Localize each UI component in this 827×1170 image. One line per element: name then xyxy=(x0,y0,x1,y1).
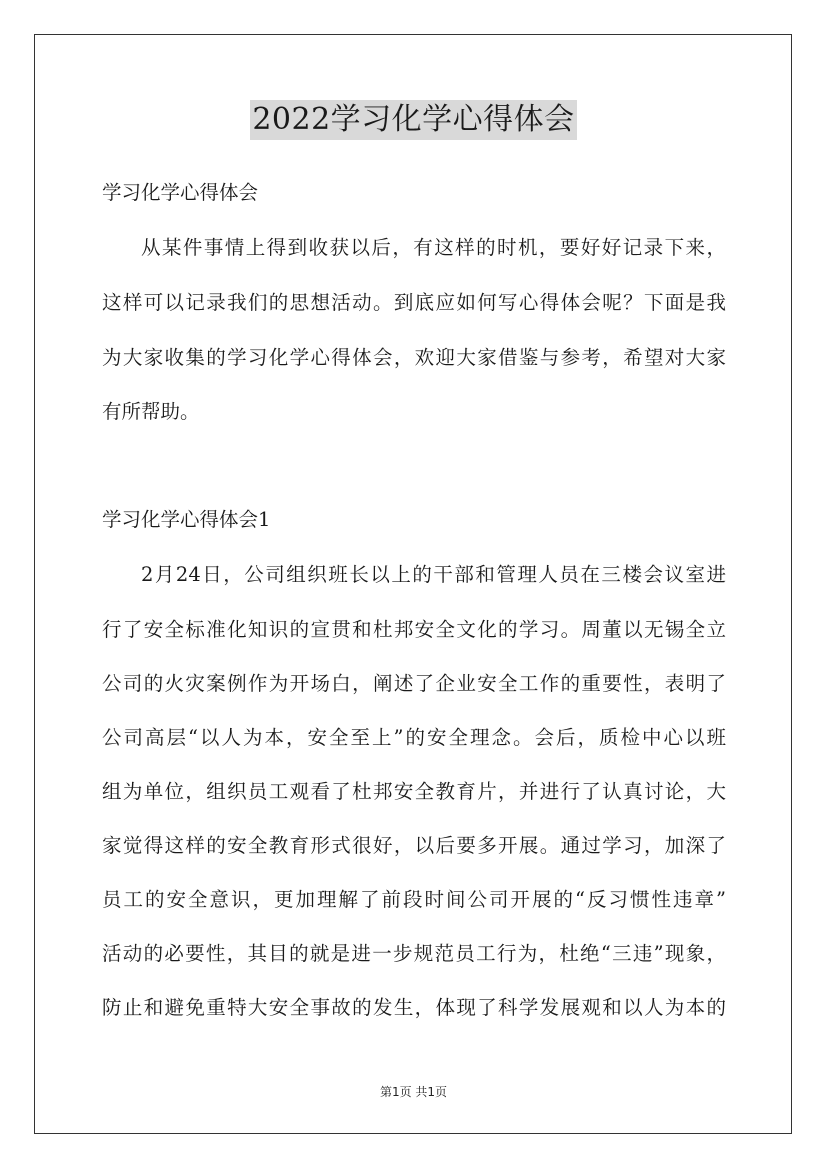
section-heading: 学习化学心得体会1 xyxy=(102,508,271,531)
paragraph-line: 防止和避免重特大安全事故的发生，体现了科学发展观和以人为本的 xyxy=(102,996,726,1019)
document-title xyxy=(0,100,827,140)
paragraph-line: 有所帮助。 xyxy=(102,400,200,423)
paragraph-line: 行了安全标准化知识的宣贯和杜邦安全文化的学习。周董以无锡全立 xyxy=(102,618,726,641)
paragraph-line: 公司高层“以人为本，安全至上”的安全理念。会后，质检中心以班 xyxy=(102,726,726,749)
paragraph-line: 组为单位，组织员工观看了杜邦安全教育片，并进行了认真讨论，大 xyxy=(102,780,726,803)
document-title-text: 2022学习化学心得体会 xyxy=(250,100,576,140)
paragraph-line: 从某件事情上得到收获以后，有这样的时机，要好好记录下来， xyxy=(141,236,726,259)
paragraph-line: 为大家收集的学习化学心得体会，欢迎大家借鉴与参考，希望对大家 xyxy=(102,346,726,369)
paragraph-line: 公司的火灾案例作为开场白，阐述了企业安全工作的重要性，表明了 xyxy=(102,672,726,695)
section-heading: 学习化学心得体会 xyxy=(102,181,259,204)
page-footer: 第1页 共1页 xyxy=(379,1085,448,1099)
paragraph-line: 活动的必要性，其目的就是进一步规范员工行为，杜绝“三违”现象， xyxy=(102,942,726,965)
paragraph-line: 家觉得这样的安全教育形式很好，以后要多开展。通过学习，加深了 xyxy=(102,834,726,857)
paragraph-line: 这样可以记录我们的思想活动。到底应如何写心得体会呢？下面是我 xyxy=(102,291,726,314)
paragraph-line: 2月24日，公司组织班长以上的干部和管理人员在三楼会议室进 xyxy=(141,563,726,586)
paragraph-line: 员工的安全意识，更加理解了前段时间公司开展的“反习惯性违章” xyxy=(102,888,726,911)
